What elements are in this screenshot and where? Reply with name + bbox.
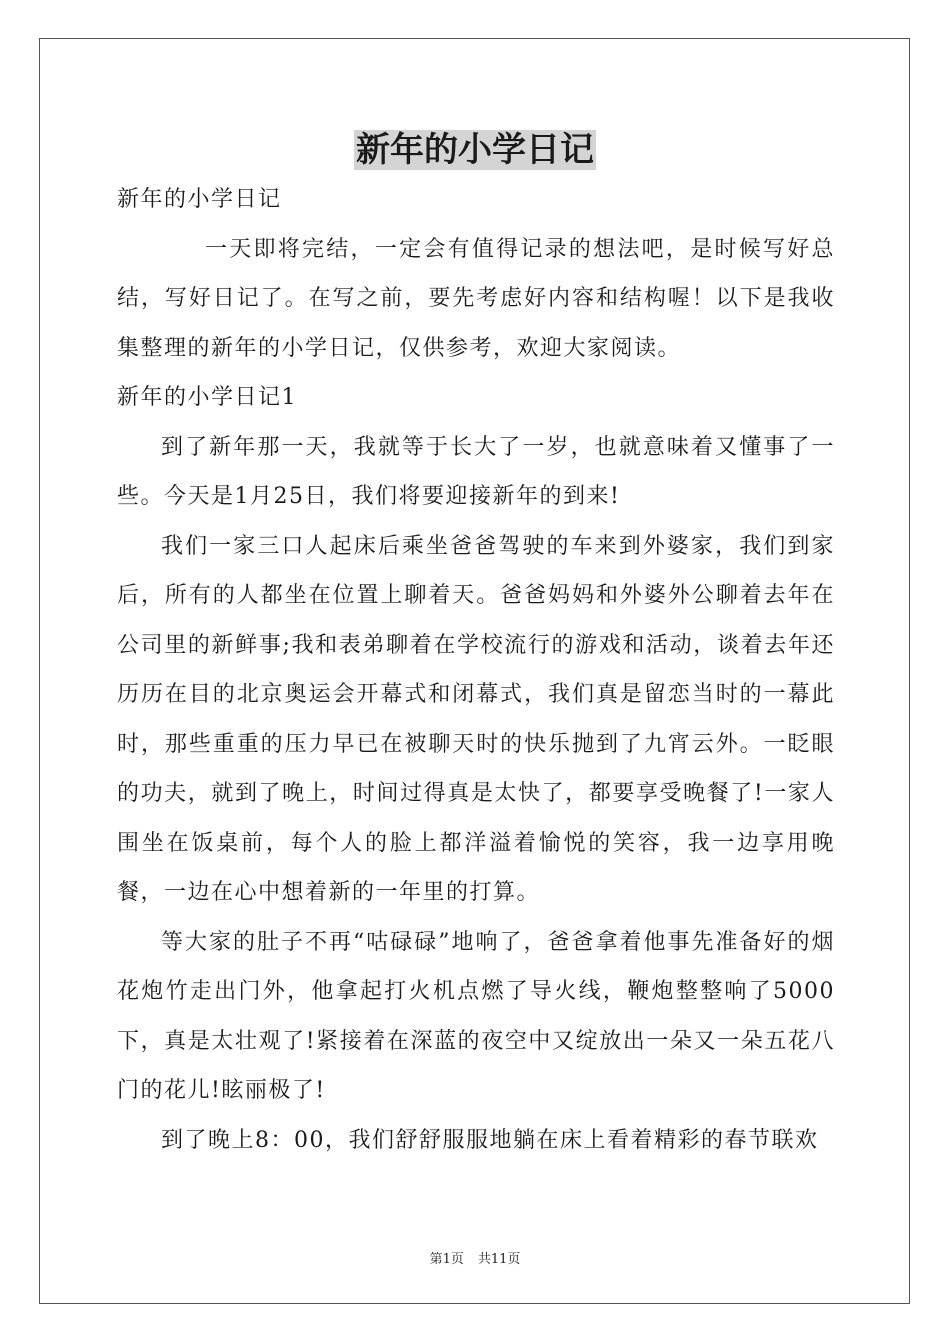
document-title-text: 新年的小学日记	[356, 130, 594, 170]
paragraph-subtitle: 新年的小学日记	[117, 187, 282, 212]
page-footer	[0, 1248, 950, 1267]
paragraph-body: 到了新年那一天，我就等于长大了一岁，也就意味着又懂事了一些。今天是1月25日，我们将要迎接新年的到来!	[117, 434, 835, 509]
paragraph-section-heading: 新年的小学日记1	[117, 385, 297, 410]
paragraph-intro: 一天即将完结，一定会有值得记录的想法吧，是时候写好总结，写好日记了。在写之前，要先考虑好内容和结构喔！以下是我收集整理的新年的小学日记，仅供参考，欢迎大家阅读。	[117, 236, 835, 361]
document-body	[117, 175, 835, 1165]
page-number: 第1页	[429, 1252, 464, 1267]
paragraph-body: 等大家的肚子不再“咕碌碌”地响了，爸爸拿着他事先准备好的烟花炮竹走出门外，他拿起打火机点燃了导火线，鞭炮整整响了5000下，真是太壮观了!紧接着在深蓝的夜空中又绽放出一朵又一朵五花八门的花儿!眩丽极了!	[117, 929, 835, 1103]
page-total: 共11页	[477, 1252, 521, 1267]
paragraph-body: 到了晚上8：00，我们舒舒服服地躺在床上看着精彩的春节联欢	[161, 1127, 819, 1153]
document-title	[0, 128, 950, 172]
paragraph-body: 我们一家三口人起床后乘坐爸爸驾驶的车来到外婆家，我们到家后，所有的人都坐在位置上聊着天。爸爸妈妈和外婆外公聊着去年在公司里的新鲜事;我和表弟聊着在学校流行的游戏和活动，谈着去年还历历在目的北京奥运会开幕式和闭幕式，我们真是留恋当时的一幕此时，那些重重的压力早已在被聊天时的快乐抛到了九宵云外。一眨眼的功夫，就到了晚上，时间过得真是太快了，都要享受晚餐了!一家人围坐在饭桌前，每个人的脸上都洋溢着愉悦的笑容，我一边享用晚餐，一边在心中想着新的一年里的打算。	[117, 533, 835, 905]
